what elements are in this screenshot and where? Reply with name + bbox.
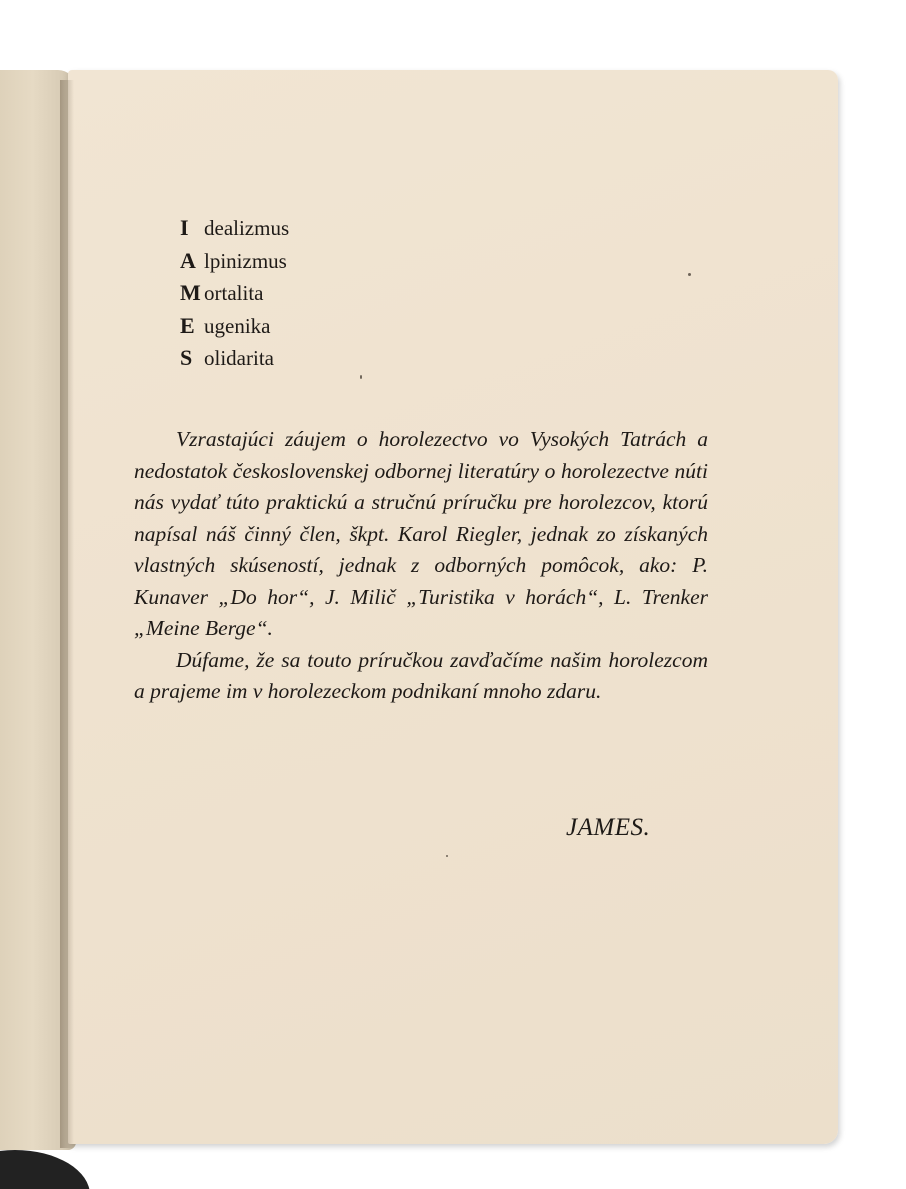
acrostic-initial: M	[180, 280, 201, 305]
background-object	[0, 1150, 90, 1189]
acrostic-initial: E	[180, 312, 195, 338]
acrostic-word: dealizmus	[204, 216, 290, 240]
acrostic-line	[180, 212, 289, 245]
acrostic-word: lpinizmus	[204, 248, 287, 273]
foreword-paragraph: Dúfame, že sa touto príručkou zavďačíme našim horolezcom a prajeme im v horolezeckom podnikaní mnoho zdaru.	[134, 647, 708, 703]
paper-speck	[446, 855, 448, 857]
acrostic-initial: S	[180, 345, 193, 370]
acrostic-block	[180, 212, 289, 375]
acrostic-line	[180, 342, 289, 375]
acrostic-initial: A	[180, 247, 196, 273]
acrostic-line	[180, 245, 289, 278]
acrostic-line	[180, 310, 289, 343]
acrostic-word: olidarita	[204, 346, 274, 370]
acrostic-word: ortalita	[204, 281, 264, 305]
acrostic-word: ugenika	[204, 313, 271, 338]
paper-speck	[688, 273, 691, 276]
paper-speck	[360, 375, 362, 379]
acrostic-line	[180, 277, 289, 310]
acrostic-initial: I	[180, 215, 189, 240]
foreword-paragraph: Vzrastajúci záujem o horolezectvo vo Vysokých Tatrách a nedostatok československej odbornej literatúry o horolezectve núti nás vydať túto praktickú a stručnú príručku pre horolezcov, ktorú napísal náš činný člen, škpt. Karol Riegler, jednak zo získaných vlastných skúseností, jednak z odborných pomôcok, ako: P. Kunaver „Do hor“, J. Milič „Turistika v horách“, L. Trenker „Meine Berge“.	[134, 427, 708, 640]
binding-shadow	[60, 80, 74, 1148]
signature: JAMES.	[566, 814, 651, 841]
foreword-body	[134, 424, 708, 708]
